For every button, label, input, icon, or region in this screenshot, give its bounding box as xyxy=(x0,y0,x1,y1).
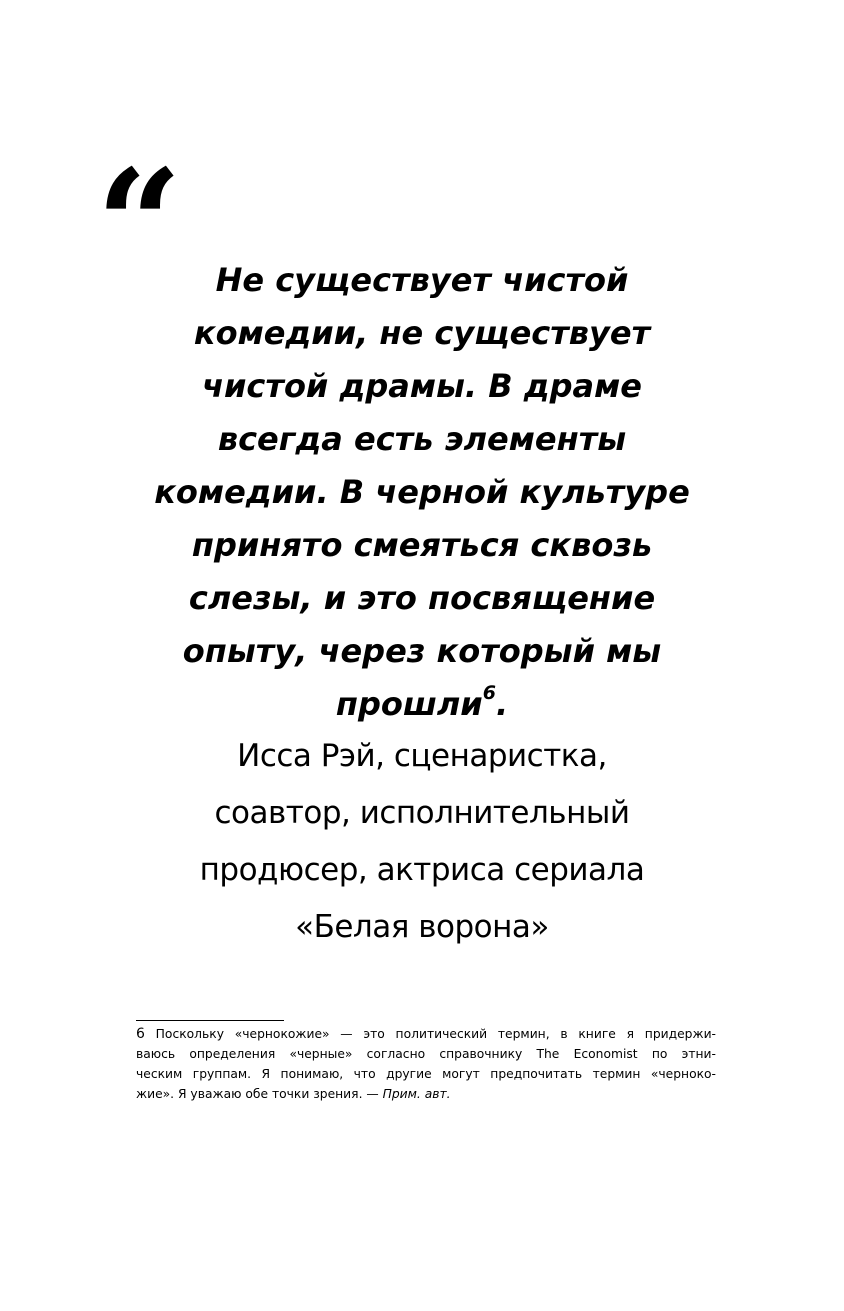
footnote-last-line xyxy=(136,1084,716,1104)
quote-line: слезы, и это посвящение xyxy=(188,579,656,617)
quote-last-line xyxy=(100,678,744,731)
footnote-number: 6 xyxy=(136,1026,145,1042)
quote-line: всегда есть элементы xyxy=(217,420,627,458)
attribution-line: продюсер, актриса сериала xyxy=(199,852,645,888)
quote-line: комедии, не существует xyxy=(193,314,651,352)
footnote-text: жие». Я уважаю обе точки зрения. — xyxy=(136,1087,383,1101)
attribution-line: Исса Рэй, сценаристка, xyxy=(237,738,607,774)
footnote-line: ваюсь определения «черные» согласно справочнику The Economist по этни- xyxy=(136,1047,716,1061)
attribution-line: соавтор, исполнительный xyxy=(214,795,630,831)
footnote-reference[interactable]: 6 xyxy=(482,682,496,704)
quote-line: Не существует чистой xyxy=(215,261,629,299)
quote-line: комедии. В черной культуре xyxy=(154,473,690,511)
quote-mark: “ xyxy=(96,137,177,313)
quote-line: чистой драмы. В драме xyxy=(202,367,642,405)
quote-line: опыту, через который мы xyxy=(182,632,662,670)
quote-attribution xyxy=(100,728,744,956)
quote-end-punct: . xyxy=(495,685,509,723)
footnote xyxy=(136,1024,716,1104)
attribution-line: «Белая ворона» xyxy=(295,909,549,945)
quote-last-line-text: прошли xyxy=(335,685,483,723)
footnote-divider xyxy=(136,1020,284,1021)
footnote-line xyxy=(136,1024,716,1044)
footnote-line: ческим группам. Я понимаю, что другие могут предпочитать термин «черноко- xyxy=(136,1067,716,1081)
epigraph-quote xyxy=(100,254,744,731)
quote-line: принято смеяться сквозь xyxy=(191,526,653,564)
footnote-note-label: Прим. авт. xyxy=(382,1087,451,1101)
footnote-text: Поскольку «чернокожие» — это политический термин, в книге я придержи- xyxy=(144,1027,716,1041)
